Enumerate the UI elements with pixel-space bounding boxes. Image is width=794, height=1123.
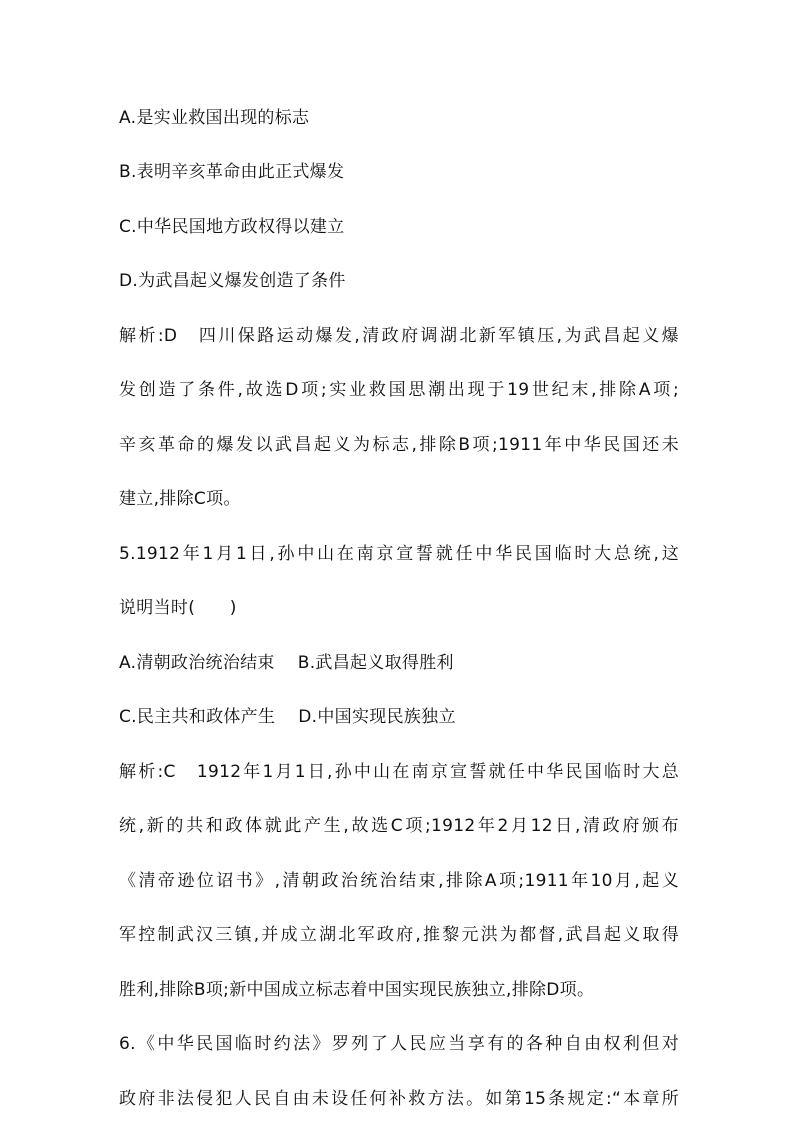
q4-analysis-line-3: 辛亥革命的爆发以武昌起义为标志,排除B项;1911年中华民国还未	[119, 435, 679, 455]
q4-analysis-line-2: 发创造了条件,故选D项;实业救国思潮出现于19世纪末,排除A项;	[119, 380, 679, 400]
q4-analysis-line-1: 解析:D 四川保路运动爆发,清政府调湖北新军镇压,为武昌起义爆	[119, 326, 679, 346]
q5-analysis-line-1: 解析:C 1912年1月1日,孙中山在南京宣誓就任中华民国临时大总	[119, 762, 679, 782]
q5-stem-line-2: 说明当时( )	[119, 598, 237, 618]
q4-option-c: C.中华民国地方政权得以建立	[119, 217, 345, 237]
q5-analysis-line-5: 胜利,排除B项;新中国成立标志着中国实现民族独立,排除D项。	[119, 980, 595, 1000]
q4-option-a: A.是实业救国出现的标志	[119, 108, 310, 128]
q4-option-d: D.为武昌起义爆发创造了条件	[119, 271, 346, 291]
q5-options-row-1: A.清朝政治统治结束 B.武昌起义取得胜利	[119, 653, 454, 673]
q6-stem-line-2: 政府非法侵犯人民自由未设任何补救方法。如第15条规定:“本章所	[119, 1089, 679, 1109]
q6-stem-line-1: 6.《中华民国临时约法》罗列了人民应当享有的各种自由权利但对	[119, 1034, 679, 1054]
q5-analysis-line-4: 军控制武汉三镇,并成立湖北军政府,推黎元洪为都督,武昌起义取得	[119, 925, 679, 945]
q5-analysis-line-2: 统,新的共和政体就此产生,故选C项;1912年2月12日,清政府颁布	[119, 816, 679, 836]
q5-options-row-2: C.民主共和政体产生 D.中国实现民族独立	[119, 707, 456, 727]
q4-analysis-line-4: 建立,排除C项。	[119, 489, 241, 509]
q4-option-b: B.表明辛亥革命由此正式爆发	[119, 162, 345, 182]
q5-stem-line-1: 5.1912年1月1日,孙中山在南京宣誓就任中华民国临时大总统,这	[119, 544, 679, 564]
q5-analysis-line-3: 《清帝逊位诏书》,清朝政治统治结束,排除A项;1911年10月,起义	[119, 871, 679, 891]
